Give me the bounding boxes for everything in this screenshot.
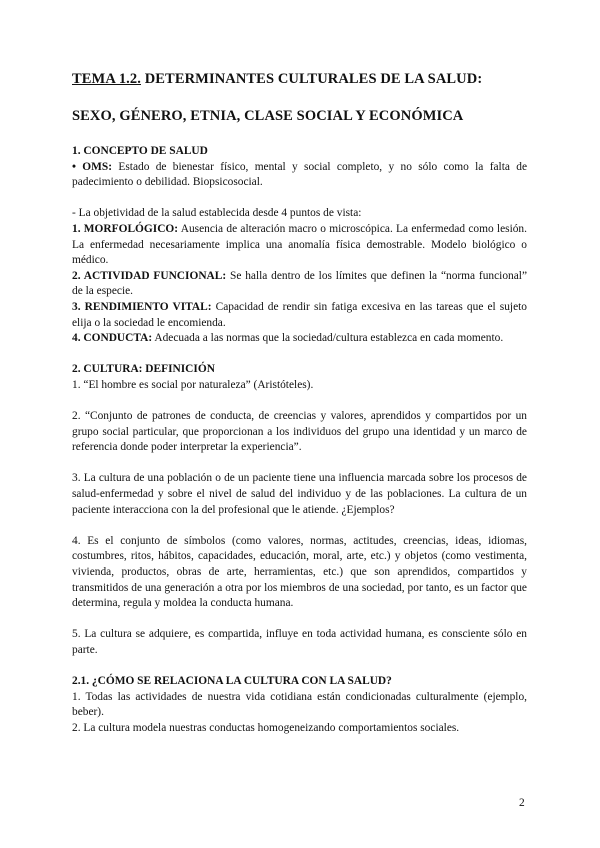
- culture-item: 2. “Conjunto de patrones de conducta, de creencias y valores, aprendidos y compartidos por un grupo social particular, que proporcionan a los individuos del grupo una identidad y un marco de referencia donde poder interpretar la experiencia”.: [72, 410, 527, 454]
- viewpoint-text: Ausencia de alteración macro o microscópica. La enfermedad como lesión. La enfermedad necesariamente implica una anomalía física demostrable. Modelo biológico o médico.: [72, 222, 527, 267]
- culture-health-item: 1. Todas las actividades de nuestra vida cotidiana están condicionadas culturalmente (ejemplo, beber).: [72, 690, 527, 719]
- viewpoint-actividad-funcional: [72, 269, 527, 300]
- viewpoint-text: Adecuada a las normas que la sociedad/cultura establezca en cada momento.: [152, 332, 504, 345]
- page-number: 2: [519, 797, 525, 809]
- culture-item: 1. “El hombre es social por naturaleza” (Aristóteles).: [72, 378, 314, 391]
- document-body: [72, 144, 527, 737]
- viewpoint-label: 3. RENDIMIENTO VITAL:: [72, 300, 212, 313]
- oms-text: Estado de bienestar físico, mental y social completo, y no sólo como la falta de padecimiento o debilidad. Biopsicosocial.: [72, 160, 527, 189]
- oms-definition: [72, 160, 527, 191]
- health-viewpoints-intro: - La objetividad de la salud establecida desde 4 puntos de vista:: [72, 207, 362, 220]
- viewpoint-conducta: [72, 331, 527, 347]
- viewpoint-label: 4. CONDUCTA:: [72, 332, 153, 345]
- culture-item: 5. La cultura se adquiere, es compartida, influye en toda actividad humana, es consciente sólo en parte.: [72, 628, 527, 656]
- document-title: [72, 71, 482, 88]
- section-2-1-heading: 2.1. ¿CÓMO SE RELACIONA LA CULTURA CON LA SALUD?: [72, 675, 392, 688]
- viewpoint-morfologico: [72, 222, 527, 269]
- section-1-heading: 1. CONCEPTO DE SALUD: [72, 145, 208, 157]
- culture-item: 3. La cultura de una población o de un paciente tiene una influencia marcada sobre los procesos de salud-enfermedad y sobre el nivel de salud del individuo y de las poblaciones. La cultura de un paciente interacciona con la del profesional que le atiende. ¿Ejemplos?: [72, 472, 527, 516]
- culture-item: 4. Es el conjunto de símbolos (como valores, normas, actitudes, creencias, ideas, idiomas, costumbres, ritos, hábitos, capacidades, educación, moral, arte, etc.) y objetos (como vestimenta, vivienda, productos, obras de arte, herramientas, etc.) que son aprendidos, compartidos y transmitidos de una generación a otra por los miembros de una sociedad, por tanto, es un factor que determina, regula y moldea la conducta humana.: [72, 534, 527, 610]
- oms-label: • OMS:: [72, 160, 113, 173]
- section-2-heading: 2. CULTURA: DEFINICIÓN: [72, 363, 215, 376]
- title-text: DETERMINANTES CULTURALES DE LA SALUD:: [140, 71, 483, 87]
- viewpoint-rendimiento-vital: [72, 300, 527, 331]
- viewpoint-text: Se halla dentro de los límites que definen la “norma funcional” de la especie.: [72, 269, 527, 298]
- culture-health-item: 2. La cultura modela nuestras conductas homogeneizando comportamientos sociales.: [72, 721, 460, 734]
- title-number: TEMA 1.2.: [72, 71, 141, 87]
- viewpoint-text: Capacidad de rendir sin fatiga excesiva en las tareas que el sujeto elija o la sociedad le encomienda.: [72, 300, 527, 329]
- viewpoint-label: 1. MORFOLÓGICO:: [72, 222, 179, 235]
- document-subtitle: SEXO, GÉNERO, ETNIA, CLASE SOCIAL Y ECONÓMICA: [72, 108, 464, 124]
- viewpoint-label: 2. ACTIVIDAD FUNCIONAL:: [72, 269, 227, 282]
